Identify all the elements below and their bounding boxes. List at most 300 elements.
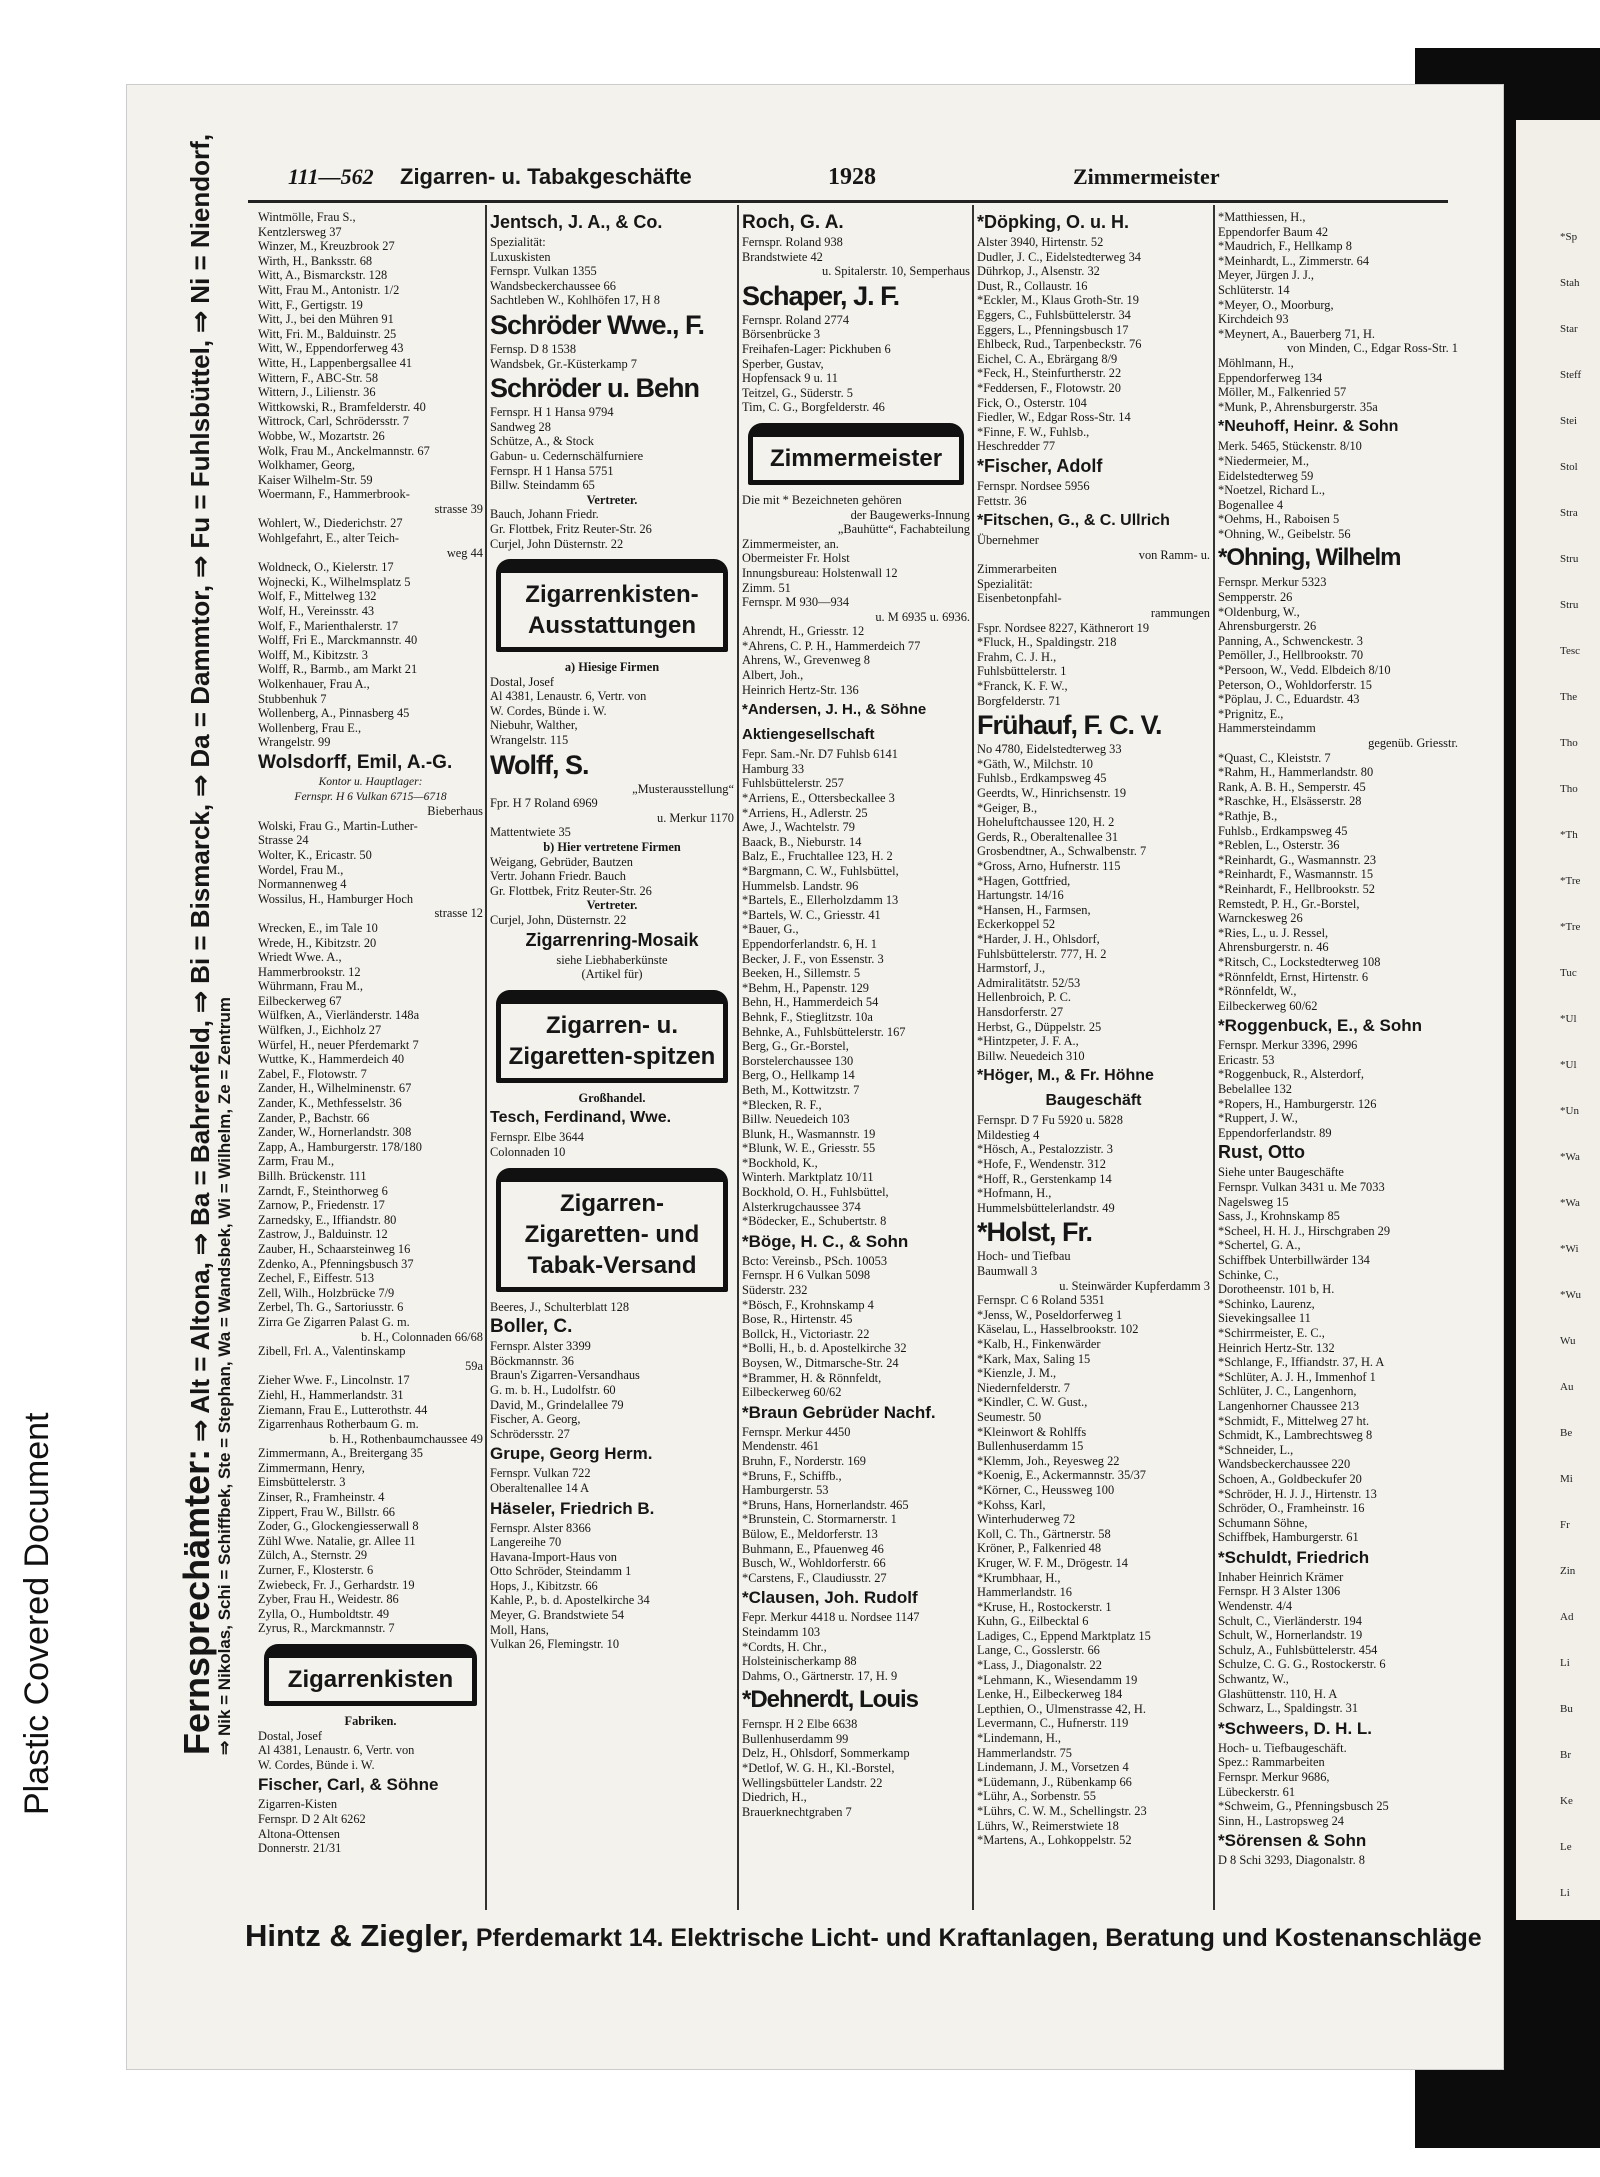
entry-line: Wittrock, Carl, Schrödersstr. 7 <box>258 414 409 429</box>
next-page-fragment <box>1560 230 1600 1930</box>
entry-line: Wriedt Wwe. A., <box>258 950 342 965</box>
section-title: Zigarren-Zigaretten- und Tabak-Versand <box>524 1189 700 1279</box>
entry-line: Sass, J., Krohnskamp 85 <box>1218 1209 1340 1224</box>
entry-line: Eilbeckerweg 67 <box>258 993 342 1008</box>
column-rule <box>737 205 739 1910</box>
entry-line: Winzer, M., Kreuzbrook 27 <box>258 239 395 254</box>
entry-line: Eckerkoppel 52 <box>977 917 1056 932</box>
entry-line: Wittern, F., ABC-Str. 58 <box>258 370 379 385</box>
entry-line: Winterh. Marktplatz 10/11 <box>742 1170 874 1185</box>
entry-list <box>1218 575 1458 1013</box>
fernsprechaemter-label: Fernsprechämter: <box>176 1448 217 1755</box>
entry-line: Fernsp. D 8 1538 <box>490 341 577 356</box>
entry-line: Heinrich Hertz-Str. 132 <box>1218 1340 1335 1355</box>
entry-line: *Ritsch, C., Lockstedterweg 108 <box>1218 954 1381 969</box>
entry-line: Lührs, W., Reimerstwiete 18 <box>977 1818 1119 1833</box>
page-year: 1928 <box>828 164 876 190</box>
entry-list <box>742 313 970 415</box>
entry-line: u. Merkur 1170 <box>657 810 734 825</box>
entry-line: Zyrus, R., Marckmannstr. 7 <box>258 1621 395 1636</box>
entry-line: Becker, J. F., von Essenstr. 3 <box>742 951 884 966</box>
entry-line: Wollenberg, A., Pinnasberg 45 <box>258 706 410 721</box>
entry-line: *Ropers, H., Hamburgerstr. 126 <box>1218 1096 1377 1111</box>
entry-line: Beth, M., Kottwitzstr. 7 <box>742 1082 860 1097</box>
entry-list <box>742 493 970 697</box>
fragment-line: Ad <box>1560 1611 1574 1623</box>
entry-line: David, M., Grindelallee 79 <box>490 1397 624 1412</box>
entry-line: Alster 3940, Hirtenstr. 52 <box>977 235 1104 249</box>
fragment-line: *Th <box>1560 829 1578 841</box>
entry-line: Normannenweg 4 <box>258 877 347 892</box>
entry-line: Admiralitätstr. 52/53 <box>977 975 1081 990</box>
entry-line: Wojnecki, K., Wilhelmsplatz 5 <box>258 574 411 589</box>
entry-line: Schwantz, W., <box>1218 1672 1289 1687</box>
entry-line: *Kienzle, J. M., <box>977 1366 1057 1381</box>
entry-line: Wandsbeckerchaussee 66 <box>490 278 616 293</box>
entry-line: Glashüttenstr. 110, H. A <box>1218 1686 1338 1701</box>
firm-name: Wolsdorff, Emil, A.-G. <box>258 751 453 773</box>
entry-line: Zarnedsky, E., Iffiandstr. 80 <box>258 1212 397 1227</box>
entry-line: *Jenss, W., Poseldorferweg 1 <box>977 1307 1123 1322</box>
firm-name: Tesch, Ferdinand, Wwe. <box>490 1109 672 1127</box>
entry-line: Awe, J., Wachtelstr. 79 <box>742 820 855 835</box>
entry-line: Fuhlsb., Erdkampsweg 45 <box>977 771 1107 786</box>
entry-line: *Bödecker, E., Schubertstr. 8 <box>742 1214 887 1229</box>
entry-line: Sachtleben W., Kohlhöfen 17, H 8 <box>490 293 661 308</box>
fragment-line: Tho <box>1560 737 1578 749</box>
entry-line: Donnerstr. 21/31 <box>258 1841 342 1856</box>
entry-list <box>742 235 970 279</box>
fragment-line: Ke <box>1560 1795 1573 1807</box>
entry-line: Bose, R., Hirtenstr. 45 <box>742 1312 853 1327</box>
entry-line: *Fluck, H., Spaldingstr. 218 <box>977 635 1117 650</box>
fragment-line: *Ul <box>1560 1059 1577 1071</box>
entry-line: Zurner, F., Klosterstr. 6 <box>258 1563 374 1578</box>
entry-line: Schütze, A., & Stock <box>490 434 594 449</box>
fragment-line: Stol <box>1560 461 1578 473</box>
entry-list <box>258 1729 483 1773</box>
entry-line: Wrecken, E., im Tale 10 <box>258 920 378 935</box>
entry-line: *Quast, C., Kleiststr. 7 <box>1218 750 1331 765</box>
entry-list <box>490 782 734 840</box>
fragment-line: *Tre <box>1560 921 1581 933</box>
entry-line: Zinser, R., Framheinstr. 4 <box>258 1490 385 1505</box>
entry-line: Balz, E., Fruchtallee 123, H. 2 <box>742 849 893 864</box>
entry-line: Pemöller, J., Hellbrookstr. 70 <box>1218 648 1364 663</box>
entry-line: Eppendorferlandstr. 89 <box>1218 1125 1332 1140</box>
entry-line: Dührkop, J., Alsenstr. 32 <box>977 264 1100 279</box>
entry-line: Teitzel, G., Süderstr. 5 <box>742 385 853 400</box>
page-header-right: Zimmermeister <box>1073 164 1220 189</box>
entry-line: Fepr. Sam.-Nr. D7 Fuhlsb 6141 <box>742 747 898 762</box>
entry-line: Wolff, Fri E., Marckmannstr. 40 <box>258 633 418 648</box>
entry-line: Schulze, C. G. G., Rostockerstr. 6 <box>1218 1657 1386 1672</box>
entry-line: Zechel, F., Eiffestr. 513 <box>258 1271 375 1286</box>
entry-line: „Bauhütte“, Fachabteilung <box>837 522 970 537</box>
entry-line: Wolf, F., Marienthalerstr. 17 <box>258 618 399 633</box>
entry-line: Zarndt, F., Steinthorweg 6 <box>258 1183 388 1198</box>
entry-line: Kaiser Wilhelm-Str. 59 <box>258 472 373 487</box>
fragment-line: Mi <box>1560 1473 1573 1485</box>
entry-line: *Lühr, A., Sorbenstr. 55 <box>977 1789 1096 1804</box>
entry-line: Zülch, A., Sternstr. 29 <box>258 1548 368 1563</box>
entry-line: gegenüb. Griesstr. <box>1368 736 1458 750</box>
entry-line: von Minden, C., Edgar Ross-Str. 1 <box>1286 341 1458 356</box>
entry-line: Zander, W., Hornerlandstr. 308 <box>258 1125 412 1140</box>
fragment-line: Fr <box>1560 1519 1570 1531</box>
entry-line: Wolter, K., Ericastr. 50 <box>258 847 372 862</box>
fragment-line: Stei <box>1560 415 1578 427</box>
firm-name: Roch, G. A. <box>742 212 844 233</box>
entry-line: Altona-Ottensen <box>258 1826 340 1841</box>
entry-line: Wandsbeckerchaussee 220 <box>1218 1457 1351 1472</box>
entry-line: *Oehms, H., Raboisen 5 <box>1218 512 1340 527</box>
entry-line: Innungsbureau: Holstenwall 12 <box>742 565 898 580</box>
entry-line: *Scheel, H. H. J., Hirschgraben 29 <box>1218 1223 1391 1238</box>
entry-line: *Rönnfeldt, Ernst, Hirtenstr. 6 <box>1218 969 1369 984</box>
entry-line: Zell, Wilh., Holzbrücke 7/9 <box>258 1285 395 1300</box>
entry-line: Möller, M., Falkenried 57 <box>1218 385 1347 400</box>
entry-line: Witt, Fri. M., Balduinstr. 25 <box>258 326 397 341</box>
entry-line: Hammerlandstr. 75 <box>977 1745 1072 1760</box>
entry-line: *Blecken, R. F., <box>742 1097 822 1112</box>
entry-line: Behnke, A., Fuhlsbüttelerstr. 167 <box>742 1024 906 1039</box>
entry-list <box>490 1521 734 1652</box>
entry-line: Hammerbrookstr. 12 <box>258 964 361 979</box>
entry-line: Wossilus, H., Hamburger Hoch <box>258 891 414 906</box>
entry-line: Die mit * Bezeichneten gehören <box>742 492 902 507</box>
entry-line: Beeken, H., Sillemstr. 5 <box>742 966 861 981</box>
entry-line: Fernspr. H 2 Elbe 6638 <box>742 1717 858 1732</box>
entry-list <box>258 819 483 1636</box>
fragment-line: Star <box>1560 323 1578 335</box>
entry-line: Hoch- und Tiefbau <box>977 1249 1071 1264</box>
entry-line: Zirra Ge Zigarren Palast G. m. <box>258 1314 410 1329</box>
entry-line: Diedrich, H., <box>742 1790 807 1805</box>
entry-list <box>490 1130 734 1159</box>
footer-text: Pferdemarkt 14. Elektrische Licht- und Kraftanlagen, Beratung und Kostenanschläge <box>475 1924 1482 1952</box>
firm-name: *Clausen, Joh. Rudolf <box>742 1588 918 1608</box>
entry-line: Kirchdeich 93 <box>1218 312 1289 327</box>
entry-list <box>1218 439 1458 541</box>
fragment-line: *Un <box>1560 1105 1579 1117</box>
entry-line: Schinke, C., <box>1218 1267 1279 1282</box>
section-title: Zigarrenkisten <box>287 1666 454 1693</box>
entry-line: *Schlüter, A. J. H., Immenhof 1 <box>1218 1369 1376 1384</box>
entry-line: Wolff, M., Kibitzstr. 3 <box>258 647 368 662</box>
entry-line: Curjel, John Düsternstr. 22 <box>490 536 624 551</box>
entry-line: Borgfelderstr. 71 <box>977 693 1061 708</box>
entry-line: Woermann, F., Hammerbrook- <box>258 487 410 502</box>
entry-line: „Musterausstellung“ <box>632 781 734 796</box>
entry-list <box>742 1254 970 1400</box>
firm-address: Bieberhaus <box>427 804 483 819</box>
section-subtitle: b) Hier vertretene Firmen <box>543 840 681 855</box>
entry-line: *Körner, C., Heussweg 100 <box>977 1482 1115 1497</box>
entry-line: *Schmidt, F., Mittelweg 27 ht. <box>1218 1413 1370 1428</box>
entry-line: *Ruppert, J. W., <box>1218 1111 1298 1126</box>
entry-line: Ahrensburgerstr. 26 <box>1218 619 1317 634</box>
section-title: Zimmermeister <box>769 444 943 472</box>
firm-phone: Fernspr. H 6 Vulkan 6715—6718 <box>294 790 447 803</box>
entry-line: Fpr. H 7 Roland 6969 <box>490 796 598 811</box>
entry-line: *Harder, J. H., Ohlsdorf, <box>977 931 1100 946</box>
fernsprechaemter-legend <box>176 133 218 1755</box>
entry-line: Wolff, R., Barmb., am Markt 21 <box>258 662 418 677</box>
entry-line: Wordel, Frau M., <box>258 862 344 877</box>
entry-line: Blunk, H., Wasmannstr. 19 <box>742 1126 876 1141</box>
entry-line: b. H., Rothenbaumchaussee 49 <box>329 1431 483 1446</box>
page-title: Zigarren- u. Tabakgeschäfte <box>400 164 692 189</box>
entry-line: Zylla, O., Humboldtstr. 49 <box>258 1606 390 1621</box>
entry-line: Zdenko, A., Pfenningsbusch 37 <box>258 1256 414 1271</box>
firm-name: *Böge, H. C., & Sohn <box>742 1231 909 1251</box>
entry-line: Wrede, H., Kibitzstr. 20 <box>258 935 377 950</box>
entry-line: Schiffbek Unterbillwärder 134 <box>1218 1253 1370 1267</box>
entry-line: *Oldenburg, W., <box>1218 604 1300 619</box>
fragment-line: Steff <box>1560 369 1582 381</box>
entry-line: Spez.: Rammarbeiten <box>1218 1755 1325 1770</box>
entry-line: Strasse 24 <box>258 833 309 848</box>
entry-line: Boysen, W., Ditmarsche-Str. 24 <box>742 1356 899 1370</box>
fragment-line: Au <box>1560 1381 1574 1393</box>
entry-line: von Ramm- u. <box>1138 547 1210 562</box>
page-range: 111—562 <box>288 164 374 189</box>
entry-list <box>742 747 970 1229</box>
entry-line: Fepr. Merkur 4418 u. Nordsee 1147 <box>742 1610 920 1625</box>
firm-name: *Neuhoff, Heinr. & Sohn <box>1218 418 1399 436</box>
entry-line: Bruhn, F., Norderstr. 169 <box>742 1453 866 1468</box>
entry-line: G. m. b. H., Ludolfstr. 60 <box>490 1382 616 1397</box>
fragment-line: Zin <box>1560 1565 1576 1577</box>
entry-line: Hellenbroich, P. C. <box>977 990 1071 1005</box>
entry-list <box>977 1113 1210 1215</box>
entry-list <box>490 1339 734 1441</box>
entry-line: *Matthiessen, H., <box>1218 210 1306 224</box>
entry-line: Zauber, H., Schaarsteinweg 16 <box>258 1241 411 1256</box>
entry-line: u. Spitalerstr. 10, Semperhaus <box>822 264 970 279</box>
entry-line: Alsterkrugchaussee 374 <box>742 1199 861 1214</box>
entry-line: Levermann, C., Hufnerstr. 119 <box>977 1716 1129 1731</box>
entry-line: Billw. Steindamm 65 <box>490 478 595 493</box>
entry-line: Vulkan 26, Flemingstr. 10 <box>490 1637 620 1652</box>
entry-line: Warnckesweg 26 <box>1218 911 1303 926</box>
entry-line: Ahrendt, H., Griesstr. 12 <box>742 624 865 639</box>
entry-line: Behn, H., Hammerdeich 54 <box>742 995 879 1010</box>
entry-line: Schrödersstr. 27 <box>490 1426 570 1441</box>
entry-line: Schlüter, J. C., Langenhorn, <box>1218 1384 1357 1399</box>
entry-line: Würfel, H., neuer Pferdemarkt 7 <box>258 1037 419 1052</box>
entry-line: *Ries, L., u. J. Ressel, <box>1218 925 1329 940</box>
entry-line: Holsteinischerkamp 88 <box>742 1654 857 1669</box>
entry-line: Rank, A. B. H., Semperstr. 45 <box>1218 779 1366 794</box>
entry-line: *Meyer, O., Moorburg, <box>1218 297 1334 312</box>
entry-line: *Persoon, W., Vedd. Elbdeich 8/10 <box>1218 663 1391 678</box>
mosaik-heading: Zigarrenring-Mosaik <box>525 929 699 950</box>
entry-list <box>1218 1165 1458 1544</box>
section-title: Zigarrenkisten-Ausstattungen <box>525 581 699 640</box>
fragment-line: Wu <box>1560 1335 1576 1347</box>
entry-line: Fiedler, W., Edgar Ross-Str. 14 <box>977 410 1131 425</box>
entry-line: *Arriens, E., Ottersbeckallee 3 <box>742 791 895 806</box>
entry-line: Zigarren-Kisten <box>258 1797 338 1812</box>
section-box <box>496 990 728 1083</box>
fragment-line: *Wi <box>1560 1243 1579 1255</box>
entry-line: Fernspr. D 7 Fu 5920 u. 5828 <box>977 1113 1123 1128</box>
entry-line: Schiffbek, Hamburgerstr. 61 <box>1218 1530 1359 1545</box>
entry-line: Dostal, Josef <box>258 1728 323 1743</box>
mosaik-note: siehe Liebhaberkünste <box>556 952 668 967</box>
entry-line: Fick, O., Osterstr. 104 <box>977 395 1087 410</box>
entry-line: Zimmermann, Henry, <box>258 1460 365 1475</box>
entry-line: *Krumbhaar, H., <box>977 1570 1061 1585</box>
entry-line: Wülfken, A., Vierländerstr. 148a <box>258 1008 420 1023</box>
fernsprechaemter-list: ⇒ Alt = Altona, ⇒ Ba = Bahrenfeld, ⇒ Bi = Bismarck, ⇒ Da = Dammtor, ⇒ Fu = Fuhlsbüttel, ⇒ Ni = Niendorf, <box>185 133 215 1442</box>
entry-line: *Bargmann, C. W., Fuhlsbüttel, <box>742 864 899 878</box>
entry-line: Wobbe, W., Mozartstr. 26 <box>258 428 385 443</box>
section-subtitle: Fabriken. <box>344 1714 397 1728</box>
firm-name: Fischer, Carl, & Söhne <box>258 1775 439 1795</box>
entry-line: *Feddersen, F., Flotowstr. 20 <box>977 380 1121 395</box>
entry-line: Wandsbek, Gr.-Küsterkamp 7 <box>490 356 637 371</box>
entry-line: Fernspr. Roland 938 <box>742 235 843 249</box>
entry-line: *Hofe, F., Wendenstr. 312 <box>977 1157 1106 1172</box>
entry-list <box>742 1425 970 1586</box>
entry-list <box>258 210 483 750</box>
entry-line: W. Cordes, Bünde i. W. <box>258 1757 375 1772</box>
fragment-line: Be <box>1560 1427 1573 1439</box>
entry-line: Zabel, F., Flotowstr. 7 <box>258 1066 367 1081</box>
entry-line: Fspr. Nordsee 8227, Käthnerort 19 <box>977 620 1150 635</box>
entry-line: Colonnaden 10 <box>490 1144 566 1159</box>
section-title: Zigarren- u. Zigaretten-spitzen <box>508 1011 716 1070</box>
entry-line: Zerbel, Th. G., Sartoriusstr. 6 <box>258 1300 404 1315</box>
entry-line: Wrangelstr. 115 <box>490 733 569 748</box>
entry-line: Zarm, Frau M., <box>258 1154 335 1169</box>
entry-line: Moll, Hans, <box>490 1622 549 1637</box>
entry-line: *Roggenbuck, R., Alsterdorf, <box>1218 1067 1364 1082</box>
entry-line: *Schirrmeister, E. C., <box>1218 1325 1325 1340</box>
entry-line: Dahms, O., Gärtnerstr. 17, H. 9 <box>742 1668 898 1683</box>
fragment-line: Stra <box>1560 507 1578 519</box>
entry-line: Wittern, J., Lilienstr. 36 <box>258 385 376 400</box>
entry-line: Koll, C. Th., Gärtnerstr. 58 <box>977 1526 1111 1541</box>
entry-line: Fernspr. Vulkan 722 <box>490 1466 591 1481</box>
entry-line: Hummelsbüttelerlandstr. 49 <box>977 1200 1115 1215</box>
firm-name: *Roggenbuck, E., & Sohn <box>1218 1016 1423 1036</box>
entry-line: Fernspr. H 3 Alster 1306 <box>1218 1584 1341 1599</box>
entry-line: Fernspr. Vulkan 3431 u. Me 7033 <box>1218 1180 1385 1195</box>
entry-line: Eppendorfer Baum 42 <box>1218 224 1329 239</box>
firm-name: *Schweers, D. H. L. <box>1218 1718 1372 1738</box>
entry-line: Zyber, Frau H., Weidestr. 86 <box>258 1592 399 1607</box>
entry-line: Behnk, F., Stieglitzstr. 10a <box>742 1009 873 1024</box>
mosaik-note: (Artikel für) <box>581 967 643 982</box>
entry-line: Spezialität: <box>490 235 546 249</box>
entry-line: Käselau, L., Hasselbrookstr. 102 <box>977 1322 1139 1337</box>
entry-line: Fuhlsb., Erdkampsweg 45 <box>1218 823 1348 838</box>
entry-line: Langenhorner Chaussee 213 <box>1218 1398 1360 1413</box>
entry-line: *Maudrich, F., Hellkamp 8 <box>1218 239 1352 254</box>
entry-line: Hummelsb. Landstr. 96 <box>742 878 859 893</box>
entry-line: Fernspr. Vulkan 1355 <box>490 264 597 279</box>
entry-line: Baack, B., Nieburstr. 14 <box>742 834 862 849</box>
entry-line: *Cordts, H. Chr., <box>742 1639 827 1654</box>
entry-line: *Noetzel, Richard L., <box>1218 483 1326 498</box>
entry-line: Obermeister Fr. Holst <box>742 551 850 566</box>
entry-line: Spezialität: <box>977 576 1033 591</box>
entry-list <box>490 342 734 371</box>
entry-line: Zapp, A., Hamburgerstr. 178/180 <box>258 1139 422 1154</box>
entry-line: *Bockhold, K., <box>742 1155 818 1170</box>
column-rule <box>1213 205 1215 1910</box>
entry-line: Bullenhuserdamm 15 <box>977 1439 1084 1454</box>
entry-line: u. M 6935 u. 6936. <box>875 609 970 624</box>
entry-line: 59a <box>465 1358 483 1373</box>
firm-name: *Dehnerdt, Louis <box>742 1686 919 1714</box>
entry-line: Schumann Söhne, <box>1218 1515 1308 1530</box>
entry-line: Eidelstedterweg 59 <box>1218 468 1314 483</box>
firm-name: Schröder Wwe., F. <box>490 309 705 340</box>
section-subtitle: a) Hiesige Firmen <box>564 660 660 675</box>
entry-line: Herbst, G., Düppelstr. 25 <box>977 1019 1102 1034</box>
entry-line: *Rahm, H., Hammerlandstr. 80 <box>1218 765 1374 780</box>
entry-line: Wolkenhauer, Frau A., <box>258 677 370 691</box>
entry-list <box>977 533 1210 708</box>
section-box <box>496 559 728 652</box>
firm-name: *Fitschen, G., & C. Ullrich <box>977 512 1170 530</box>
entry-line: Bullenhuserdamm 99 <box>742 1731 849 1746</box>
entry-line: Kentzlersweg 37 <box>258 224 342 239</box>
entry-list <box>742 1610 970 1683</box>
entry-line: Fernspr. Roland 2774 <box>742 312 850 327</box>
column-4 <box>977 210 1210 1910</box>
entry-line: Berg, G., Gr.-Borstel, <box>742 1039 849 1054</box>
entry-line: Hoheluftchaussee 120, H. 2 <box>977 815 1115 830</box>
entry-line: Borstelerchaussee 130 <box>742 1053 854 1068</box>
entry-line: Luxuskisten <box>490 249 551 264</box>
entry-line: Hartungstr. 14/16 <box>977 888 1064 903</box>
entry-list <box>1218 1853 1458 1868</box>
entry-line: Eppendorferweg 134 <box>1218 370 1323 385</box>
entry-line: Zippert, Frau W., Billstr. 66 <box>258 1504 395 1519</box>
entry-line: *Arriens, H., Adlerstr. 25 <box>742 805 868 820</box>
entry-list <box>977 235 1210 454</box>
entry-line: Zastrow, J., Balduinstr. 12 <box>258 1227 388 1242</box>
entry-line: Billw. Neuedeich 310 <box>977 1048 1085 1063</box>
entry-list <box>977 742 1210 1063</box>
fragment-line: *Wu <box>1560 1289 1581 1301</box>
firm-name: *Braun Gebrüder Nachf. <box>742 1402 936 1422</box>
entry-line: Böckmannstr. 36 <box>490 1353 574 1368</box>
entry-line: Eimsbüttelerstr. 3 <box>258 1475 346 1490</box>
entry-line: Gr. Flottbek, Fritz Reuter-Str. 26 <box>490 521 652 536</box>
entry-line: Schult, C., Vierländerstr. 194 <box>1218 1613 1362 1628</box>
entry-line: Eggers, L., Pfenningsbusch 17 <box>977 322 1129 337</box>
entry-line: Hammerlandstr. 16 <box>977 1585 1072 1600</box>
entry-line: Weigang, Gebrüder, Bautzen <box>490 854 634 869</box>
firm-name: *Ohning, Wilhelm <box>1218 544 1401 572</box>
firm-name: *Döpking, O. u. H. <box>977 212 1129 232</box>
entry-list <box>258 1797 483 1855</box>
entry-line: Billw. Neuedeich 103 <box>742 1112 850 1127</box>
entry-line: Wittkowski, R., Bramfelderstr. 40 <box>258 399 426 414</box>
entry-line: *Kalb, H., Finkenwärder <box>977 1337 1101 1351</box>
entry-line: *Bösch, F., Krohnskamp 4 <box>742 1297 874 1312</box>
entry-line: *Finne, F. W., Fuhlsb., <box>977 424 1090 439</box>
entry-line: weg 44 <box>446 545 483 560</box>
entry-line: *Bruns, F., Schiffb., <box>742 1468 842 1483</box>
